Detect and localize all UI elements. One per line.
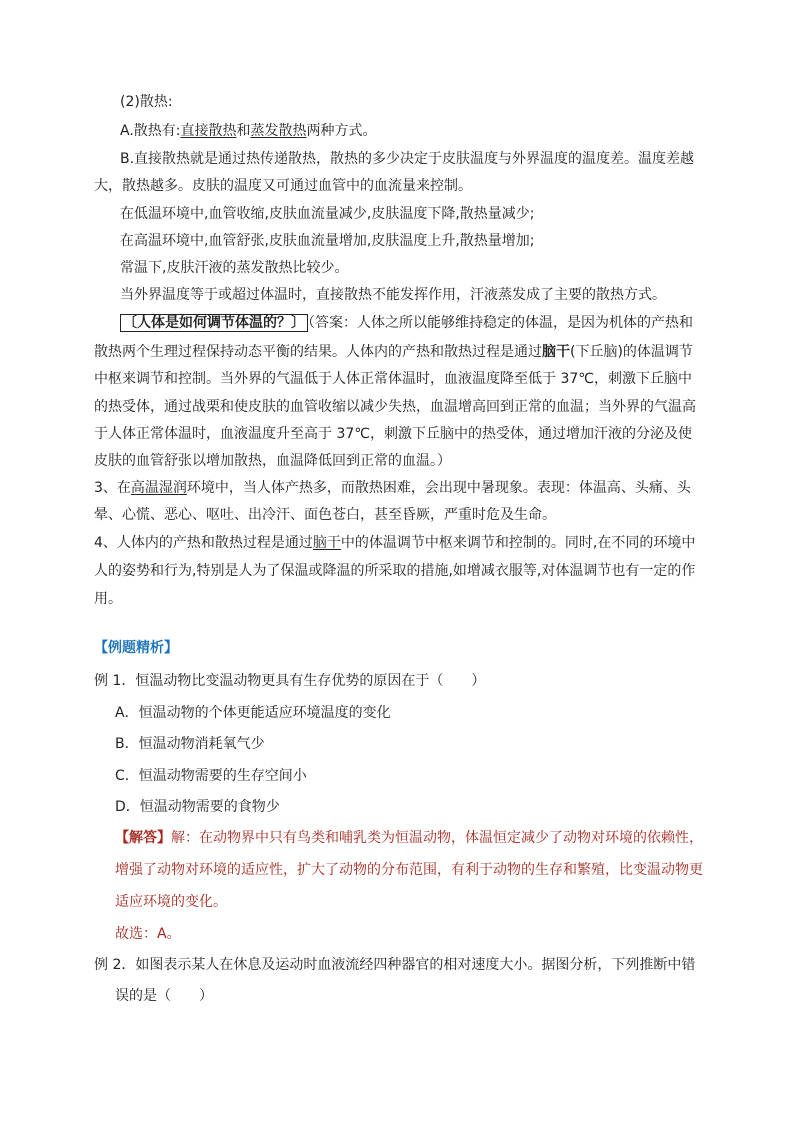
low-temperature-text: 在低温环境中,血管收缩,皮肤血流量减少,皮肤温度下降,散热量减少; <box>120 206 535 222</box>
question-line-4: 的热受体，通过战栗和使皮肤的血管收缩以减少失热，血温增高回到正常的血温；当外界的气温高 <box>94 399 696 415</box>
answer-line-3: 适应环境的变化。 <box>115 894 227 910</box>
question-line-3: 中枢来调节和控制。当外界的气温低于人体正常体温时，血液温度降至低于 37℃，刺激下丘脑中 <box>94 371 692 387</box>
paragraph-4-line-2: 人的姿势和行为,特别是人为了保温或降温的所采取的措施,如增减衣服等,对体温调节也有一定的作 <box>94 563 696 579</box>
question-line-1: 〔人体是如何调节体温的？〕 （答案：人体之所以能够维持稳定的体温，是因为机体的产热和 <box>120 314 693 332</box>
paragraph-4-line-1: 4、人体内的产热和散热过程是通过脑干中的体温调节中枢来调节和控制的。同时,在不同的环境中 <box>94 535 696 551</box>
example-1-option-d: D．恒温动物需要的食物少 <box>115 799 280 815</box>
paragraph-3-line-2: 晕、心慌、恶心、呕吐、出冷汗、面色苍白，甚至昏厥，严重时危及生命。 <box>94 507 556 523</box>
over-temperature-text: 当外界温度等于或超过体温时，直接散热不能发挥作用，汗液蒸发成了主要的散热方式。 <box>120 287 666 303</box>
example-2-question-line-2: 误的是（ ） <box>115 988 213 1004</box>
normal-temperature-text: 常温下,皮肤汗液的蒸发散热比较少。 <box>120 260 349 276</box>
answer-tag: 【解答】 <box>115 830 171 846</box>
question-line-6: 皮肤的血管舒张以增加散热，血温降低回到正常的血温。） <box>94 453 451 469</box>
term-brainstem-underlined: 脑干 <box>312 535 341 551</box>
example-1-option-a: A．恒温动物的个体更能适应环境温度的变化 <box>115 705 391 721</box>
paragraph-b-line-2: 大，散热越多。皮肤的温度又可通过血管中的血流量来控制。 <box>94 178 472 194</box>
paragraph-b-line-1: B.直接散热就是通过热传递散热，散热的多少决定于皮肤温度与外界温度的温度差。温度差越 <box>120 151 695 167</box>
term-evaporative-dissipation: 蒸发散热 <box>250 123 307 139</box>
question-box: 〔人体是如何调节体温的？〕 <box>120 314 308 332</box>
term-brainstem: 脑干 <box>542 344 570 360</box>
answer-choice: 故选：A。 <box>115 926 181 942</box>
term-hot-humid: 高温湿润 <box>130 480 187 496</box>
example-2-question-line-1: 例 2．如图表示某人在休息及运动时血液流经四种器官的相对速度大小。据图分析，下列推断中错 <box>94 957 696 973</box>
example-1-question: 例 1．恒温动物比变温动物更具有生存优势的原因在于（ ） <box>94 673 486 689</box>
example-1-option-b: B．恒温动物消耗氧气少 <box>115 736 265 752</box>
example-1-option-c: C．恒温动物需要的生存空间小 <box>115 768 307 784</box>
question-line-5: 于人体正常体温时，血液温度升至高于 37℃，刺激下丘脑中的热受体，通过增加汗液的分泌及使 <box>94 426 692 442</box>
answer-line-1: 【解答】解：在动物界中只有鸟类和哺乳类为恒温动物，体温恒定减少了动物对环境的依赖性， <box>115 830 703 846</box>
high-temperature-text: 在高温环境中,血管舒张,皮肤血流量增加,皮肤温度上升,散热量增加; <box>120 233 535 249</box>
paragraph-3-line-1: 3、在高温湿润环境中，当人体产热多，而散热困难，会出现中暑现象。表现：体温高、头痛、头 <box>94 480 691 496</box>
section-heading-heat-dissipation: (2)散热: <box>120 94 173 110</box>
paragraph-a: A.散热有:直接散热和蒸发散热两种方式。 <box>120 123 377 139</box>
paragraph-4-line-3: 用。 <box>94 591 122 607</box>
term-direct-dissipation: 直接散热 <box>180 123 237 139</box>
answer-line-2: 增强了动物对环境的适应性，扩大了动物的分布范围，有利于动物的生存和繁殖，比变温动物更 <box>115 862 703 878</box>
question-line-2: 散热两个生理过程保持动态平衡的结果。人体内的产热和散热过程是通过脑干(下丘脑)的体温调节 <box>94 344 693 360</box>
example-section-title: 【例题精析】 <box>94 640 178 656</box>
